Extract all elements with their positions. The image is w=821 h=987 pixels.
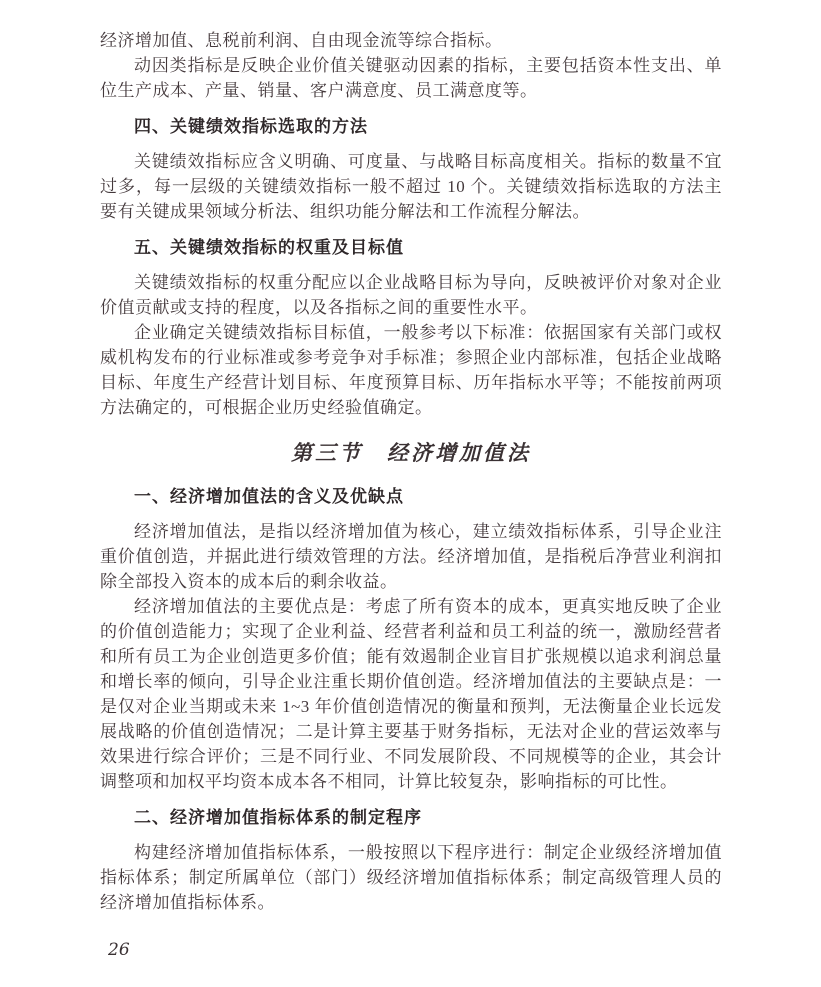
paragraph-eva-pros-cons: 经济增加值法的主要优点是：考虑了所有资本的成本，更真实地反映了企业的价值创造能力；实现了企业利益、经营者利益和员工利益的统一，激励经营者和所有员工为企业创造更多价值；能有效遏制企业盲目扩张规模以追求利润总量和增长率的倾向，引导企业注重长期价值创造。经济增加值法的主要缺点是：一是仅对企业当期或未来 1~3 年价值创造情况的衡量和预判，无法衡量企业长远发展战略的价值创造情况；二是计算主要基于财务指标，无法对企业的营运效率与效果进行综合评价；三是不同行业、不同发展阶段、不同规模等的企业，其会计调整项和加权平均资本成本各不相同，计算比较复杂，影响指标的可比性。 — [100, 597, 722, 791]
paragraph-kpi-selection: 关键绩效指标应含义明确、可度量、与战略目标高度相关。指标的数量不宜过多，每一层级的关键绩效指标一般不超过 10 个。关键绩效指标选取的方法主要有关键成果领域分析法、组织功能分解法和工作流程分解法。 — [100, 152, 722, 221]
section-title-eva-method: 第三节 经济增加值法 — [291, 441, 531, 465]
paragraph-kpi-target-values: 企业确定关键绩效指标目标值，一般参考以下标准：依据国家有关部门或权威机构发布的行业标准或参考竞争对手标准；参照企业内部标准，包括企业战略目标、年度生产经营计划目标、年度预算目标、历年指标水平等；不能按前两项方法确定的，可根据企业历史经验值确定。 — [100, 323, 722, 417]
paragraph-eva-procedure: 构建经济增加值指标体系，一般按照以下程序进行：制定企业级经济增加值指标体系；制定所属单位（部门）级经济增加值指标体系；制定高级管理人员的经济增加值指标体系。 — [100, 843, 722, 912]
heading-eva-meaning-pros-cons: 一、经济增加值法的含义及优缺点 — [134, 487, 404, 506]
paragraph-driver-indicators: 动因类指标是反映企业价值关键驱动因素的指标，主要包括资本性支出、单位生产成本、产量、销量、客户满意度、员工满意度等。 — [100, 56, 722, 100]
paragraph-kpi-types-tail: 经济增加值、息税前利润、自由现金流等综合指标。 — [100, 31, 503, 50]
page-number: 26 — [108, 940, 130, 960]
heading-kpi-selection-methods: 四、关键绩效指标选取的方法 — [134, 117, 368, 136]
paragraph-eva-definition: 经济增加值法，是指以经济增加值为核心，建立绩效指标体系，引导企业注重价值创造，并据此进行绩效管理的方法。经济增加值，是指税后净营业利润扣除全部投入资本的成本后的剩余收益。 — [100, 522, 722, 591]
page-content — [100, 28, 722, 915]
paragraph-kpi-weights: 关键绩效指标的权重分配应以企业战略目标为导向，反映被评价对象对企业价值贡献或支持的程度，以及各指标之间的重要性水平。 — [100, 273, 722, 317]
heading-kpi-weights-targets: 五、关键绩效指标的权重及目标值 — [134, 238, 404, 257]
heading-eva-indicator-procedure: 二、经济增加值指标体系的制定程序 — [134, 808, 422, 827]
